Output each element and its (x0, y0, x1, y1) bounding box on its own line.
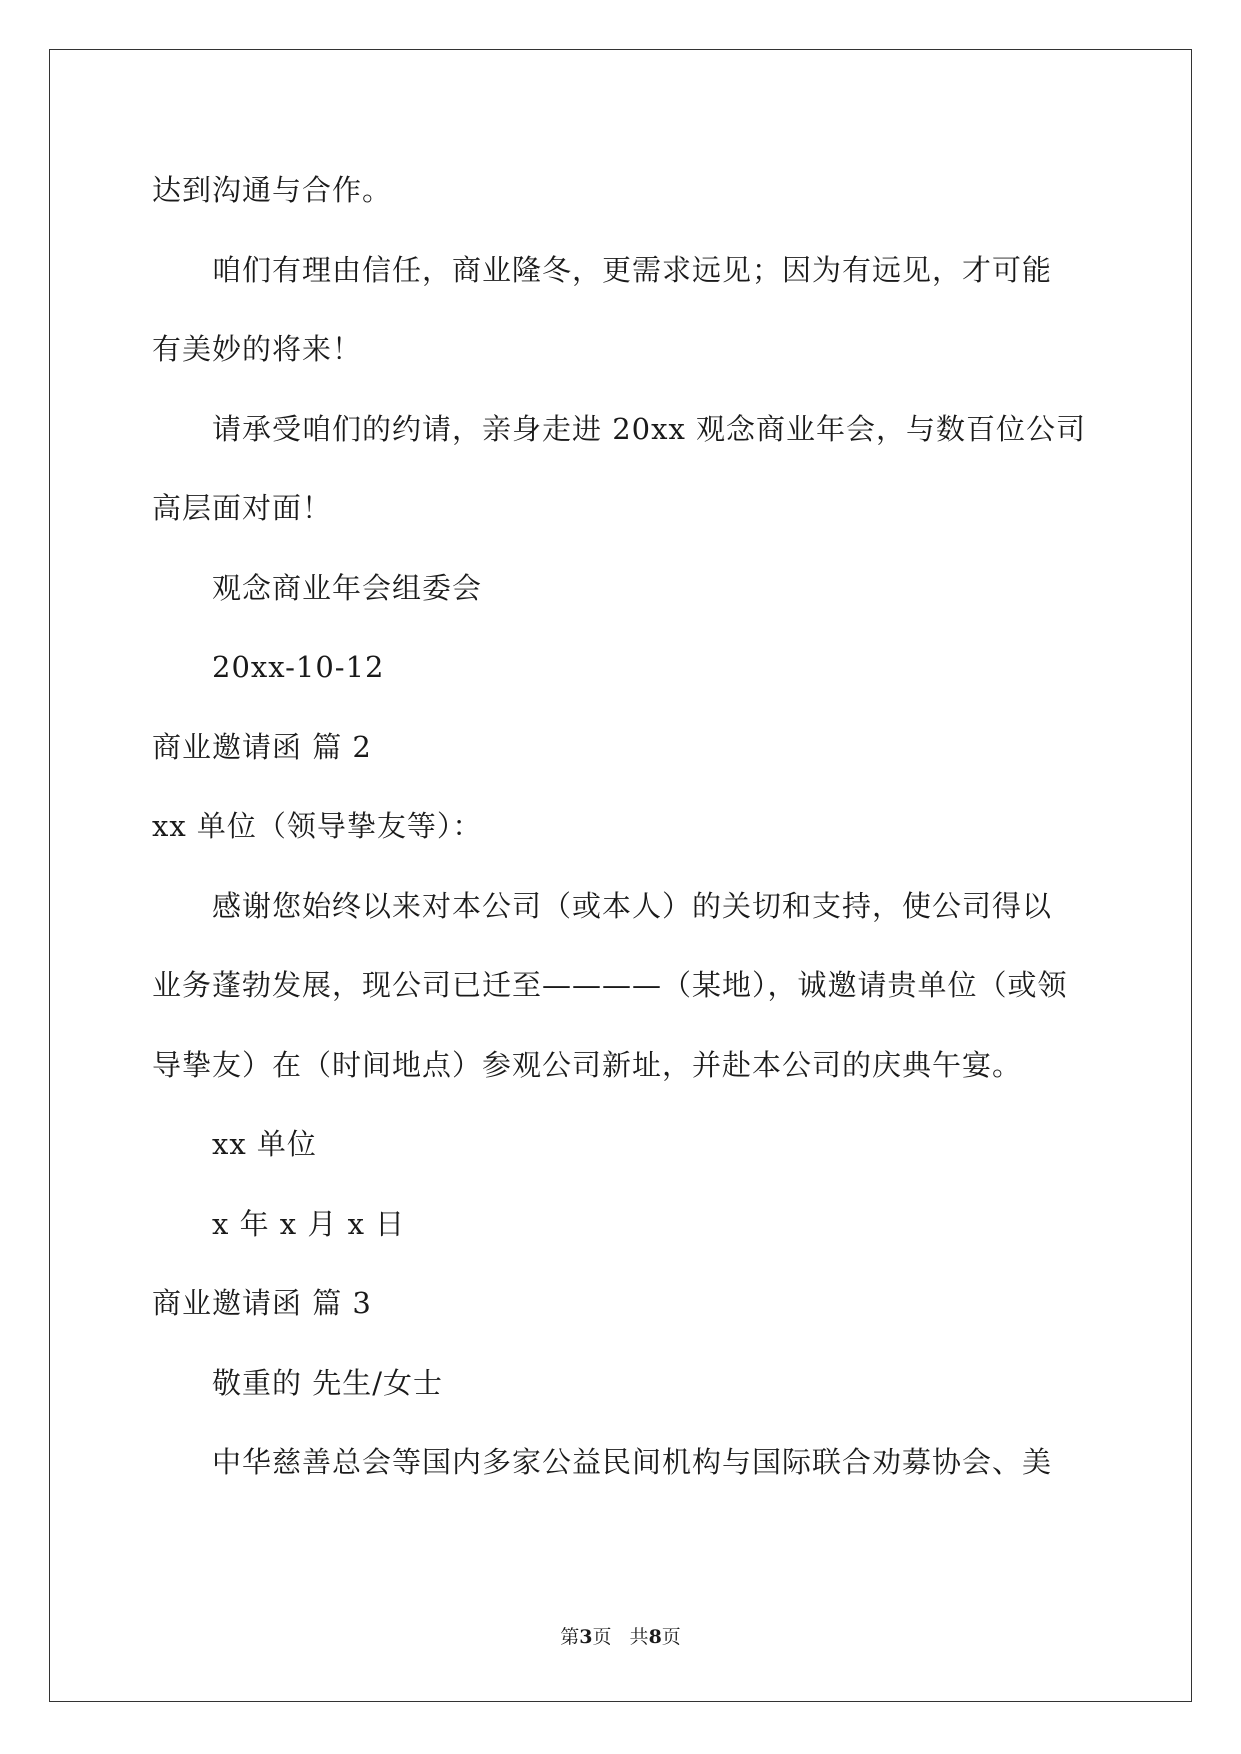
paragraph-line: 感谢您始终以来对本公司（或本人）的关切和支持，使公司得以 (212, 889, 1053, 923)
paragraph-line: 达到沟通与合作。 (152, 173, 393, 207)
section-heading: 商业邀请函 篇 3 (152, 1286, 372, 1320)
page-number-mid: 页 共 (592, 1626, 649, 1648)
signature-date: 20xx-10-12 (212, 650, 385, 684)
signature-organization: xx 单位 (212, 1127, 317, 1161)
page-footer (0, 1625, 1241, 1649)
paragraph-line: 请承受咱们的约请，亲身走进 20xx 观念商业年会，与数百位公司 (212, 412, 1087, 446)
paragraph-line: 中华慈善总会等国内多家公益民间机构与国际联合劝募协会、美 (212, 1445, 1053, 1479)
paragraph-line: 有美妙的将来！ (152, 332, 363, 366)
signature-organization: 观念商业年会组委会 (212, 571, 483, 605)
page-number-prefix: 第 (560, 1626, 580, 1648)
paragraph-line: 导挚友）在（时间地点）参观公司新址，并赴本公司的庆典午宴。 (152, 1048, 1023, 1082)
page-number-current: 3 (579, 1626, 593, 1648)
page-number-suffix: 页 (661, 1626, 681, 1648)
salutation: 敬重的 先生/女士 (212, 1366, 443, 1400)
paragraph-line: 业务蓬勃发展，现公司已迁至————（某地），诚邀请贵单位（或领 (152, 968, 1068, 1002)
signature-date: x 年 x 月 x 日 (212, 1207, 406, 1241)
page-number-total: 8 (648, 1626, 662, 1648)
salutation: xx 单位（领导挚友等）： (152, 809, 483, 843)
section-heading: 商业邀请函 篇 2 (152, 730, 372, 764)
paragraph-line: 高层面对面！ (152, 491, 333, 525)
paragraph-line: 咱们有理由信任，商业隆冬，更需求远见；因为有远见，才可能 (212, 253, 1053, 287)
